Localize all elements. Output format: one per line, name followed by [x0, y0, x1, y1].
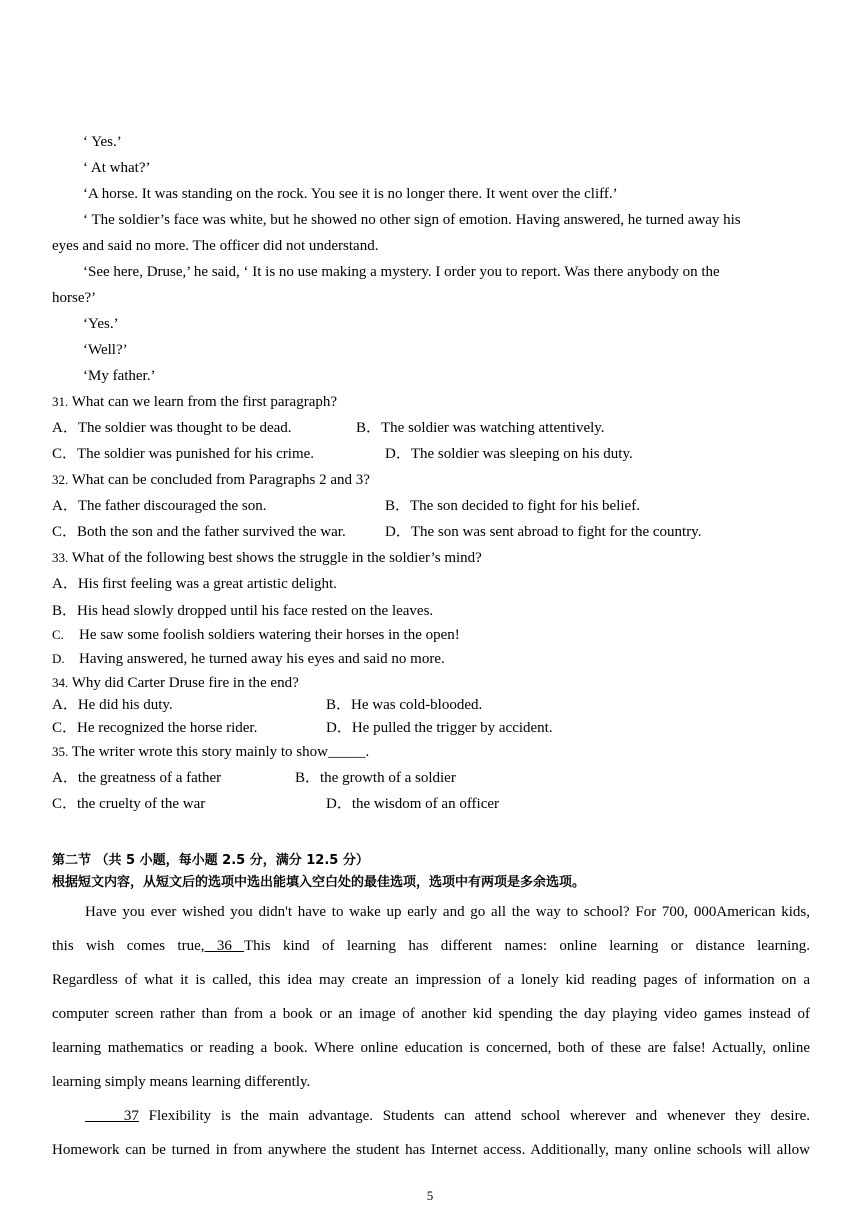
- option-d: D．the wisdom of an officer: [326, 796, 500, 812]
- story-line: eyes and said no more. The officer did not understand.: [52, 238, 379, 254]
- option-b: B．He was cold-blooded.: [326, 697, 483, 713]
- passage-line: 37 Flexibility is the main advantage. Students can attend school wherever and whenever they desire.: [85, 1108, 811, 1124]
- question-stem: The writer wrote this story mainly to show_____.: [71, 744, 370, 760]
- question-33: [52, 548, 482, 568]
- option-b: B．The son decided to fight for his belief.: [385, 498, 640, 514]
- question-32: [52, 470, 370, 490]
- question-number: 34.: [52, 675, 69, 690]
- passage-line: Homework can be turned in from anywhere the student has Internet access. Additionally, many online schools will allow: [52, 1142, 810, 1158]
- option-c: C．the cruelty of the war: [52, 796, 206, 812]
- option-d: D．He pulled the trigger by accident.: [326, 720, 553, 736]
- story-line: ‘ The soldier’s face was white, but he showed no other sign of emotion. Having answered, he turned away his: [83, 212, 741, 228]
- story-line: ‘My father.’: [83, 368, 156, 384]
- option-d: D．The son was sent abroad to fight for the country.: [385, 524, 702, 540]
- passage-line: this wish comes true, 36 This kind of learning has different names: online learning or distance learning.: [52, 938, 810, 954]
- option-c: C．The soldier was punished for his crime.: [52, 446, 315, 462]
- option-a: A．He did his duty.: [52, 697, 173, 713]
- passage-line: learning simply means learning differently.: [52, 1074, 311, 1090]
- question-35: [52, 742, 369, 762]
- option-a: A．His first feeling was a great artistic delight.: [52, 576, 337, 592]
- story-line: ‘Well?’: [83, 342, 128, 358]
- question-stem: Why did Carter Druse fire in the end?: [71, 675, 299, 691]
- blank-37: 37: [85, 1108, 139, 1124]
- question-stem: What can we learn from the first paragraph?: [71, 394, 338, 410]
- section-title: 第二节 （共 5 小题，每小题 2.5 分，满分 12.5 分）: [52, 853, 369, 868]
- story-line: ‘ At what?’: [83, 160, 151, 176]
- passage-line: computer screen rather than from a book or an image of another kid spending the day playing video games instead of: [52, 1006, 810, 1022]
- passage-line: Regardless of what it is called, this idea may create an impression of a lonely kid reading pages of information on a: [52, 972, 810, 988]
- question-31: [52, 392, 337, 412]
- story-line: ‘See here, Druse,’ he said, ‘ It is no use making a mystery. I order you to report. Was there anybody on the: [83, 264, 720, 280]
- story-line: ‘Yes.’: [83, 316, 119, 332]
- option-c: C. He saw some foolish soldiers watering their horses in the open!: [52, 627, 460, 643]
- option-a: A．The soldier was thought to be dead.: [52, 420, 292, 436]
- question-number: 33.: [52, 550, 69, 565]
- option-d: D．The soldier was sleeping on his duty.: [385, 446, 633, 462]
- option-b: B．the growth of a soldier: [295, 770, 456, 786]
- story-line: ‘A horse. It was standing on the rock. You see it is no longer there. It went over the cliff.’: [83, 186, 618, 202]
- option-d: D. Having answered, he turned away his eyes and said no more.: [52, 651, 445, 667]
- option-a: A．the greatness of a father: [52, 770, 222, 786]
- blank-36: 36: [204, 938, 244, 954]
- question-stem: What can be concluded from Paragraphs 2 and 3?: [71, 472, 370, 488]
- section-instruction: 根据短文内容，从短文后的选项中选出能填入空白处的最佳选项，选项中有两项是多余选项。: [52, 875, 586, 890]
- question-34: [52, 673, 299, 693]
- question-stem: What of the following best shows the struggle in the soldier’s mind?: [71, 550, 482, 566]
- option-c: C．Both the son and the father survived the war.: [52, 524, 346, 540]
- option-b: B．The soldier was watching attentively.: [356, 420, 605, 436]
- option-c: C．He recognized the horse rider.: [52, 720, 258, 736]
- story-line: horse?’: [52, 290, 97, 306]
- question-number: 32.: [52, 472, 69, 487]
- question-number: 35.: [52, 744, 69, 759]
- passage-line: learning mathematics or reading a book. Where online education is concerned, both of these are false! Actually, online: [52, 1040, 810, 1056]
- passage-line: Have you ever wished you didn't have to wake up early and go all the way to school? For 700, 000American kids,: [85, 904, 810, 920]
- option-a: A．The father discouraged the son.: [52, 498, 267, 514]
- story-line: ‘ Yes.’: [83, 134, 122, 150]
- question-number: 31.: [52, 394, 69, 409]
- option-b: B．His head slowly dropped until his face rested on the leaves.: [52, 603, 434, 619]
- page-number: 5: [426, 1188, 434, 1203]
